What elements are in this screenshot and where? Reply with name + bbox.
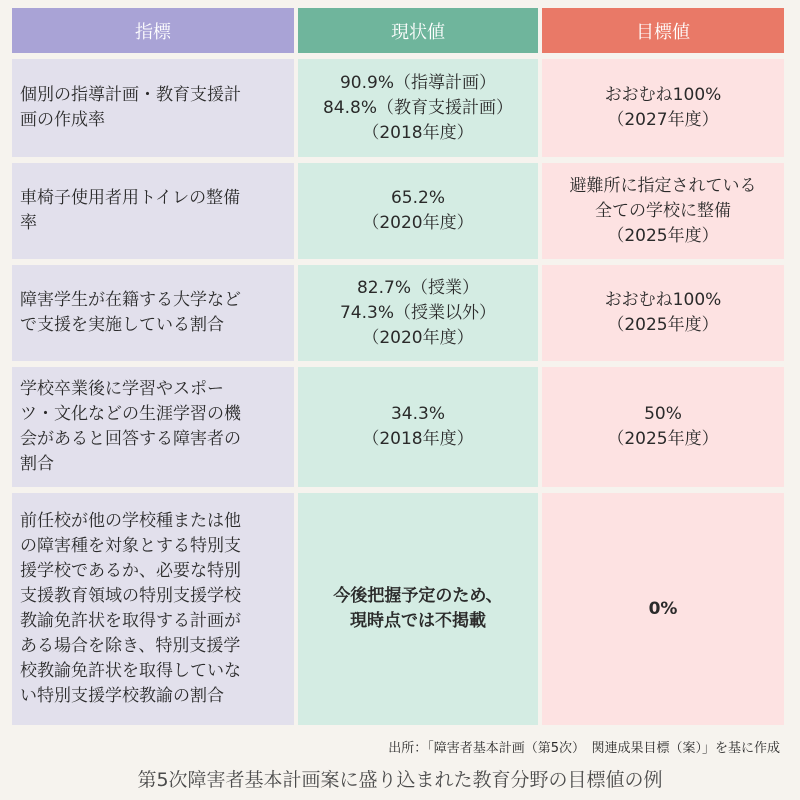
table-row-4-current [298, 367, 538, 487]
target-value-text: おおむね100% （2025年度） [604, 290, 722, 335]
current-value-text: 82.7%（授業） 74.3%（授業以外） （2020年度） [339, 277, 496, 348]
target-value-text: おおむね100% （2027年度） [604, 85, 722, 130]
table-row-2-current [298, 163, 538, 259]
table-row-2-indicator [12, 163, 294, 259]
table-row-5-target [542, 493, 784, 725]
goals-table [12, 8, 784, 725]
table-row-3-target [542, 265, 784, 361]
source-note: 出所：「障害者基本計画（第5次） 関連成果目標（案）」を基に作成 [388, 741, 780, 756]
current-value-text: 34.3% （2018年度） [362, 404, 474, 449]
figure-caption: 第5次障害者基本計画案に盛り込まれた教育分野の目標値の例 [137, 769, 663, 791]
target-value-text: 0% [648, 598, 678, 619]
indicator-text: 車椅子使用者用トイレの整備 率 [20, 188, 241, 233]
indicator-text: 学校卒業後に学習やスポー ツ・文化などの生涯学習の機 会があると回答する障害者の 割合 [20, 379, 241, 474]
current-value-text: 65.2% （2020年度） [362, 188, 474, 233]
indicator-text: 障害学生が在籍する大学など で支援を実施している割合 [20, 290, 241, 335]
table-row-5-current [298, 493, 538, 725]
table-row-4-indicator [12, 367, 294, 487]
target-value-text: 50% （2025年度） [607, 404, 719, 449]
current-value-text: 今後把握予定のため、 現時点では不掲載 [333, 586, 503, 631]
target-value-text: 避難所に指定されている 全ての学校に整備 （2025年度） [569, 175, 757, 246]
indicator-text: 個別の指導計画・教育支援計 画の作成率 [20, 85, 241, 130]
table-row-1-target [542, 59, 784, 157]
table-row-1-indicator [12, 59, 294, 157]
header-target-value: 目標値 [542, 8, 784, 53]
current-value-text: 90.9%（指導計画） 84.8%（教育支援計画） （2018年度） [322, 72, 513, 143]
table-row-3-indicator [12, 265, 294, 361]
header-indicator: 指標 [12, 8, 294, 53]
indicator-text: 前任校が他の学校種または他 の障害種を対象とする特別支 援学校であるか、必要な特別 支援教育領域の特別支援学校 教諭免許状を取得する計画が ある場合を除き、特別支援学 校教諭免許状を取得していな い特別支援学校教諭の割合 [20, 511, 241, 706]
table-row-2-target [542, 163, 784, 259]
header-current-value: 現状値 [298, 8, 538, 53]
table-row-5-indicator [12, 493, 294, 725]
table-row-4-target [542, 367, 784, 487]
table-row-3-current [298, 265, 538, 361]
table-row-1-current [298, 59, 538, 157]
